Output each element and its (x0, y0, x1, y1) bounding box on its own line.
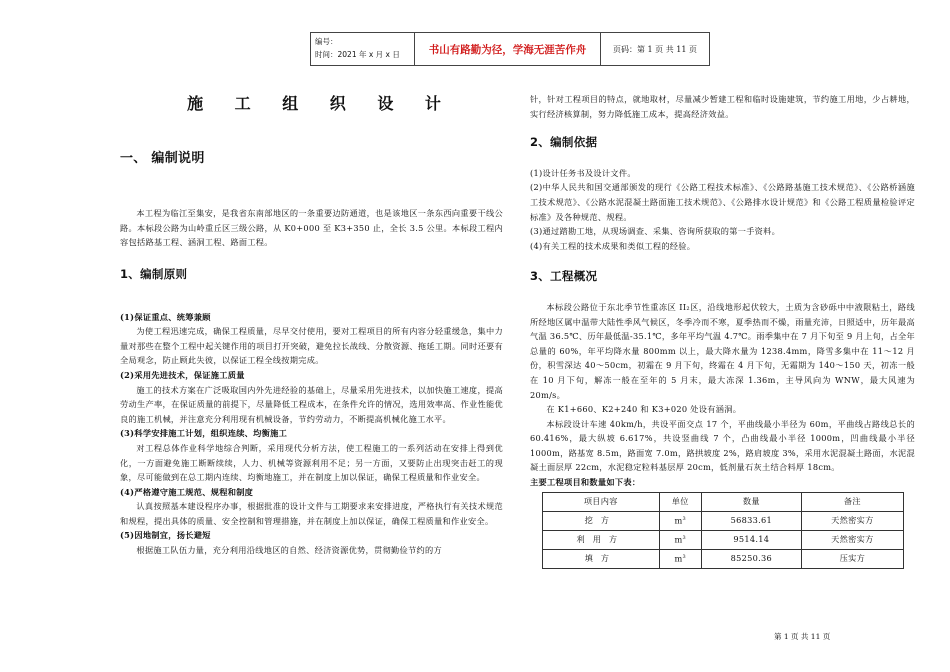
unit-text: m (674, 554, 683, 565)
document-title: 施 工 组 织 设 计 (187, 94, 454, 113)
principle-5-body: 根据施工队伍力量，充分利用沿线地区的自然、经济资源优势，贯彻勤俭节约的方 (136, 545, 442, 556)
header-motto: 书山有路勤为径，学海无涯苦作舟 (415, 33, 601, 65)
table-cell-qty: 85250.36 (701, 549, 801, 568)
principle-2-head: (2)采用先进技术，保证施工质量 (120, 369, 245, 380)
unit-superscript: 3 (682, 535, 687, 542)
section-1-title: 一、 编制说明 (120, 150, 205, 166)
table-cell-note: 天然密实方 (801, 511, 903, 530)
page-header (310, 32, 710, 66)
unit-superscript: 3 (682, 516, 687, 523)
basis-item-4: (4)有关工程的技术成果和类似工程的经验。 (530, 240, 696, 251)
table-cell-item: 利用方 (543, 530, 660, 549)
table-cell-unit (659, 549, 701, 568)
section-3-title: 3、工程概况 (530, 269, 598, 284)
principle-3-body: 对工程总体作业科学地综合判断，采用现代分析方法，使工程施工的一系列活动在安排上得到优化，一方面避免施工断断续续，人力、机械等资源利用不足；另一方面，又要防止出现突击赶工的现象，尽可能做到在总工期内连续、均衡地施工，并在制度上加以保证，确保工程质量和作业安全。 (120, 442, 503, 483)
table-row (543, 549, 904, 568)
table-header-unit: 单位 (659, 492, 701, 511)
principle-5-head: (5)因地制宜，扬长避短 (120, 530, 211, 541)
principle-1-body: 为使工程迅速完成，确保工程质量，尽早交付使用，要对工程项目的所有内容分轻重缓急，集中力量对那些在整个工程中起关键作用的项目打开突破，避免拉长战线、分散资源、拖延工期。同时还要有全局观念，防止顾此失彼，以保证工程全线按期完成。 (120, 326, 503, 366)
unit-superscript: 3 (682, 554, 687, 561)
unit-text: m (674, 535, 683, 546)
principle-2-body: 施工的技术方案在广泛吸取国内外先进经验的基础上，尽量采用先进技术，以加快施工速度，提高劳动生产率，在保证质量的前提下，尽量降低工程成本，在条件允许的情况，选用效率高、作业性能优良的施工机械，并注意充分利用现有机械设备，节约劳动力，不断提高机械化施工水平。 (120, 384, 503, 424)
page-footer: 第 1 页 共 11 页 (774, 632, 831, 641)
table-cell-unit (659, 530, 701, 549)
table-cell-qty: 9514.14 (701, 530, 801, 549)
table-cell-note: 天然密实方 (801, 530, 903, 549)
header-number-label: 编号： (315, 37, 338, 46)
table-cell-item: 填方 (543, 549, 660, 568)
table-row (543, 511, 904, 530)
header-time-label: 时间：2021 年 x 月 x 日 (315, 50, 400, 59)
basis-item-3: (3)通过踏勘工地，从现场调查、采集、咨询所获取的第一手资料。 (530, 226, 781, 237)
table-header-item: 项目内容 (543, 492, 660, 511)
right-column (530, 92, 915, 569)
section-1-intro: 本工程为临江至集安，是我省东南部地区的一条重要边防通道，也是该地区一条东西向重要干线公路。本标段公路为山岭重丘区三级公路，从 K0+000 至 K3+350 止，全长 3.5 公里。本标段工程内容包括路基工程、涵洞工程、路面工程。 (120, 208, 503, 248)
principle-4-head: (4)严格遵守施工规范、规程和制度 (120, 486, 254, 497)
header-meta (311, 33, 415, 65)
table-cell-item: 挖方 (543, 511, 660, 530)
table-cell-qty: 56833.61 (701, 511, 801, 530)
quantities-table (542, 492, 904, 569)
unit-text: m (674, 516, 683, 527)
overview-climate: 本标段公路位于东北季节性重冻区 II₂区，沿线地形起伏较大，土质为含砂砾中中液限粘土，路线所经地区属中温带大陆性季风气候区，冬季冷而不寒，夏季热而不燥，雨量充沛，日照适中，历年最高气温 36.5℃、历年最低温-35.1℃，多年平均气温 4.7℃。雨季集中在 7 月下旬至 9 月上旬，占全年总量的 60%，年平均降水量 800mm 以上，最大降水量为 1238.4mm，降雪多集中在 11～12 月份，积雪深达 40～50cm，初霜在 9 月下旬，终霜在 4 月下旬，无霜期为 140～150 天，初冻一般在 10 月下旬，解冻一般在至年的 5 月末，最大冻深 1.36m，主导风向为 WNW，最大风速为 20m/s。 (530, 301, 915, 400)
principle-1-head: (1)保证重点、统筹兼顾 (120, 311, 211, 322)
overview-culverts: 在 K1+660、K2+240 和 K3+020 处设有涵洞。 (546, 404, 742, 415)
table-header-note: 备注 (801, 492, 903, 511)
table-header-row (543, 492, 904, 511)
principle-5-continued: 针，针对工程项目的特点，就地取材，尽量减少暂建工程和临时设施建筑，节约施工用地，少占耕地，实行经济核算制，努力降低施工成本，提高经济效益。 (530, 94, 915, 119)
table-row (543, 530, 904, 549)
header-page-info: 页码：第 1 页 共 11 页 (613, 44, 697, 54)
basis-item-1: (1)设计任务书及设计文件。 (530, 167, 636, 178)
section-2-title: 2、编制依据 (530, 135, 598, 150)
section-1-1-title: 1、编制原则 (120, 266, 188, 281)
table-caption: 主要工程项目和数量如下表： (530, 477, 641, 488)
overview-design: 本标段设计车速 40km/h，共设平面交点 17 个，平曲线最小半径为 60m，平曲线占路线总长的 60.416%，最大纵坡 6.617%，共设竖曲线 7 个，凸曲线最小半径 1000m，凹曲线最小半径 1000m，路基宽 8.5m，路面宽 7.0m，路拱坡度 2%，路肩坡度 3%，采用水泥混凝土路面，水泥混凝土面层厚 22cm，水泥稳定粒料基层厚 20cm，低剂量石灰土结合料厚 18cm。 (530, 418, 915, 473)
table-cell-unit (659, 511, 701, 530)
table-cell-note: 压实方 (801, 549, 903, 568)
left-column (120, 88, 503, 558)
principle-4-body: 认真按照基本建设程序办事，根据批准的设计文件与工期要求来安排进度，严格执行有关技术规范和规程，提出具体的质量、安全控制和管理措施，并在制度上加以保证，确保工程质量和作业安全。 (120, 501, 503, 526)
table-header-qty: 数量 (701, 492, 801, 511)
principle-3-head: (3)科学安排施工计划，组织连续、均衡施工 (120, 428, 288, 439)
basis-item-2: (2)中华人民共和国交通部颁发的现行《公路工程技术标准》、《公路路基施工技术规范》、《公路桥涵施工技术规范》、《公路水泥混凝土路面施工技术规范》、《公路排水设计规范》和《公路工程质量检验评定标准》及各种规范、规程。 (530, 182, 915, 222)
